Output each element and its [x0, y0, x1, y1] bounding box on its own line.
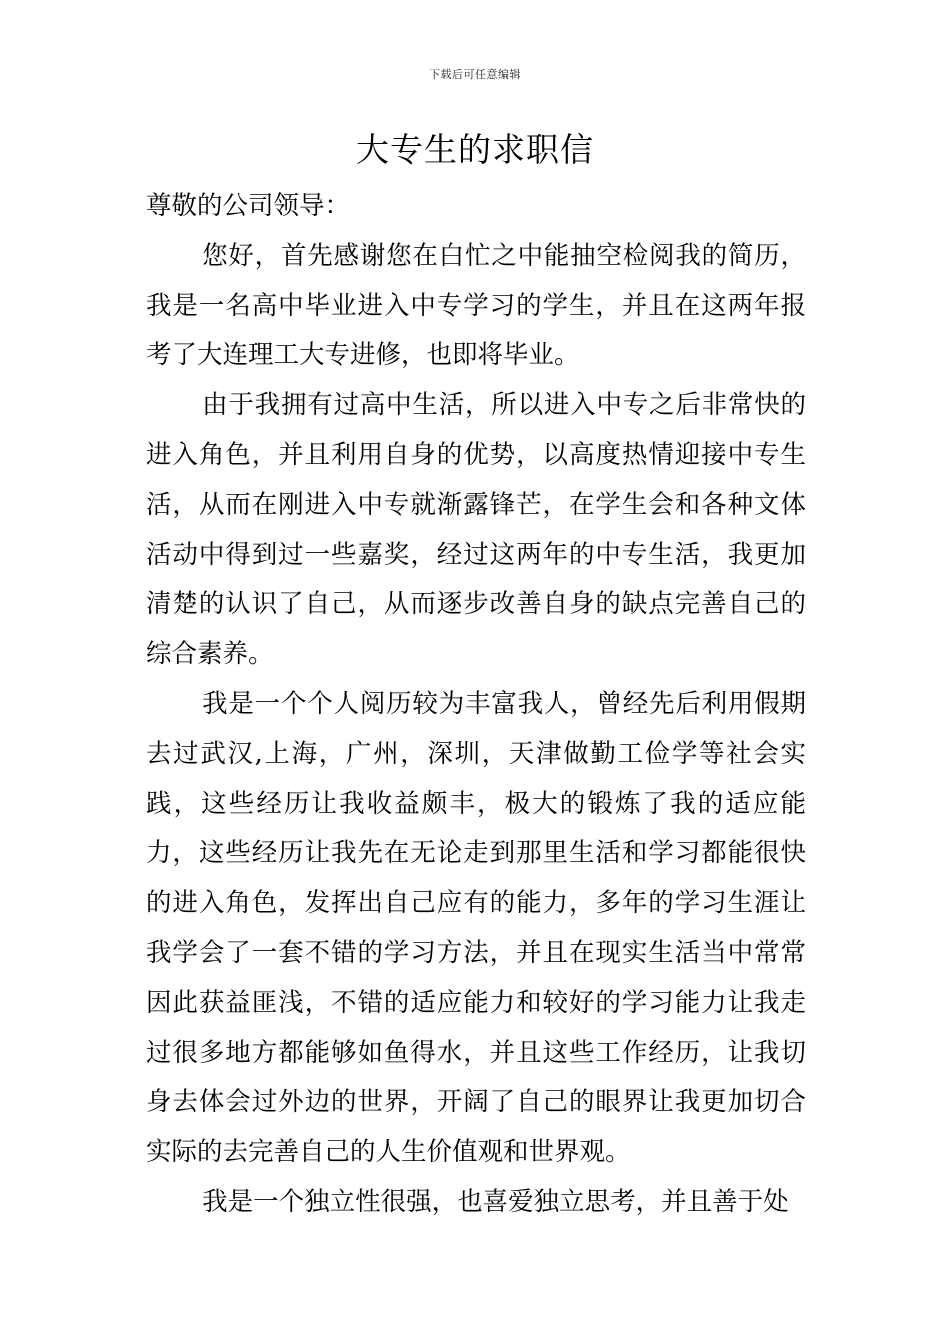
- paragraph-greeting: 您好，首先感谢您在白忙之中能抽空检阅我的简历，我是一名高中毕业进入中专学习的学生，并且在这两年报考了大连理工大专进修，也即将毕业。: [146, 240, 806, 371]
- paragraph-personality: 我是一个独立性很强，也喜爱独立思考，并且善于处: [202, 1186, 789, 1217]
- letter-body: [146, 182, 806, 1228]
- paragraph-social-practice: 我是一个个人阅历较为丰富我人，曾经先后利用假期去过武汉,上海，广州，深圳，天津做勤工俭学等社会实践，这些经历让我收益颇丰，极大的锻炼了我的适应能力，这些经历让我先在无论走到那里生活和学习都能很快的进入角色，发挥出自己应有的能力，多年的学习生涯让我学会了一套不错的学习方法，并且在现实生活当中常常因此获益匪浅，不错的适应能力和较好的学习能力让我走过很多地方都能够如鱼得水，并且这些工作经历，让我切身去体会过外边的世界，开阔了自己的眼界让我更加切合实际的去完善自己的人生价值观和世界观。: [146, 688, 806, 1168]
- header-note: 下载后可任意编辑: [429, 68, 521, 81]
- salutation: 尊敬的公司领导：: [146, 191, 351, 221]
- document-title: 大专生的求职信: [356, 130, 594, 169]
- paragraph-school-experience: 由于我拥有过高中生活，所以进入中专之后非常快的进入角色，并且利用自身的优势，以高度热情迎接中专生活，从而在刚进入中专就渐露锋芒，在学生会和各种文体活动中得到过一些嘉奖，经过这两年的中专生活，我更加清楚的认识了自己，从而逐步改善自身的缺点完善自己的综合素养。: [146, 390, 806, 670]
